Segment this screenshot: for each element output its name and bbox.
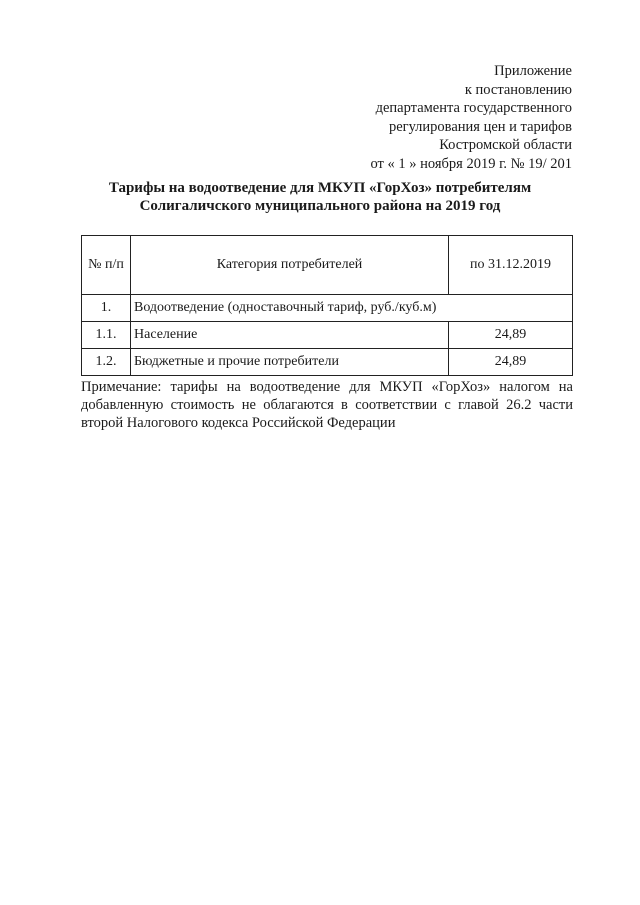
title-line-2: Солигаличского муниципального района на 2019 год (139, 198, 501, 214)
table-row (82, 349, 573, 376)
appendix-block (370, 62, 572, 173)
appendix-line: Костромской области (439, 137, 572, 153)
header-number: № п/п (82, 236, 131, 295)
row-number: 1.1. (82, 322, 131, 349)
row-number: 1.2. (82, 349, 131, 376)
title-line-1: Тарифы на водоотведение для МКУП «ГорХоз» потребителям (108, 180, 532, 196)
note-paragraph: Примечание: тарифы на водоотведение для МКУП «ГорХоз» налогом на добавленную стоимость не облагаются в соответствии с главой 26.2 части второй Налогового кодекса Российской Федерации (81, 379, 573, 431)
header-category: Категория потребителей (131, 236, 449, 295)
table-section-row (82, 295, 573, 322)
appendix-line: департамента государственного (375, 100, 572, 116)
header-period: по 31.12.2019 (449, 236, 573, 295)
tariff-table (81, 235, 573, 376)
appendix-line: регулирования цен и тарифов (388, 118, 572, 135)
row-value: 24,89 (449, 349, 573, 376)
appendix-line: к постановлению (464, 81, 572, 98)
section-label: Водоотведение (одноставочный тариф, руб./куб.м) (131, 295, 573, 322)
appendix-date-line: от « 1 » ноября 2019 г. № 19/ 201 (370, 155, 572, 172)
row-value: 24,89 (449, 322, 573, 349)
section-number: 1. (82, 295, 131, 322)
table-header-row (82, 236, 573, 295)
appendix-line: Приложение (494, 63, 572, 79)
row-category: Население (131, 322, 449, 349)
row-category: Бюджетные и прочие потребители (131, 349, 449, 376)
document-title (60, 179, 580, 215)
table-row (82, 322, 573, 349)
